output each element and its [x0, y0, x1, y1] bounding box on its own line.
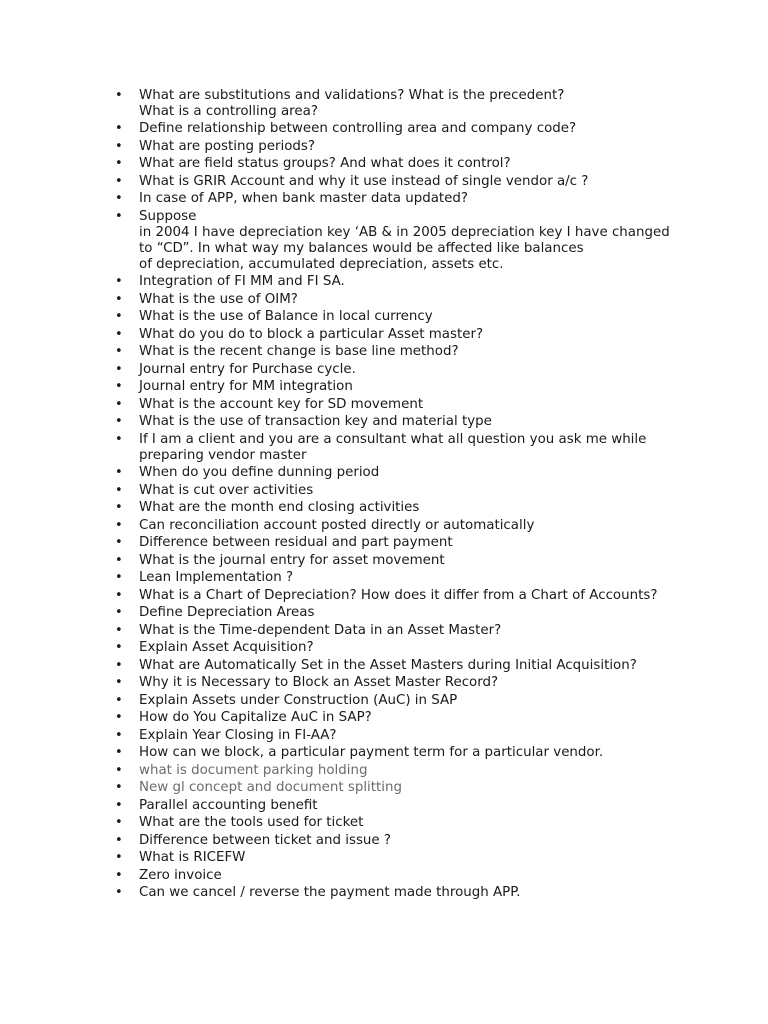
- bullet-icon: •: [115, 396, 123, 412]
- bullet-icon: •: [115, 815, 123, 831]
- list-item: [112, 156, 672, 172]
- list-item: [112, 121, 672, 137]
- question-text: Can we cancel / reverse the payment made through APP.: [139, 885, 521, 901]
- question-text: What is the recent change is base line method?: [139, 344, 459, 360]
- list-item: [112, 745, 672, 761]
- bullet-icon: •: [115, 274, 123, 290]
- question-text: What is a Chart of Depreciation? How does it differ from a Chart of Accounts?: [139, 587, 658, 603]
- question-text: Lean Implementation ?: [139, 570, 294, 586]
- list-item: [112, 139, 672, 155]
- question-text: What is RICEFW: [139, 850, 246, 866]
- bullet-icon: •: [115, 361, 123, 377]
- list-item: [112, 414, 672, 430]
- bullet-icon: •: [115, 727, 123, 743]
- question-text: What is the account key for SD movement: [139, 396, 424, 412]
- question-text: New gl concept and document splitting: [139, 780, 402, 796]
- bullet-icon: •: [115, 587, 123, 603]
- bullet-icon: •: [115, 326, 123, 342]
- bullet-icon: •: [115, 191, 123, 207]
- bullet-icon: •: [115, 867, 123, 883]
- question-text: What is cut over activities: [139, 482, 314, 498]
- question-text: Why it is Necessary to Block an Asset Master Record?: [139, 675, 499, 691]
- bullet-icon: •: [115, 431, 123, 447]
- bullet-icon: •: [115, 535, 123, 551]
- list-item: [112, 465, 672, 481]
- question-text: What is the use of OIM?: [139, 291, 298, 307]
- list-item: [112, 658, 672, 674]
- list-item: [112, 728, 672, 744]
- question-text: What are posting periods?: [139, 138, 315, 154]
- question-text: What is the journal entry for asset movement: [139, 552, 445, 568]
- question-text: What is GRIR Account and why it use instead of single vendor a/c ?: [139, 173, 589, 189]
- bullet-icon: •: [115, 552, 123, 568]
- question-text: What is the use of Balance in local currency: [139, 309, 433, 325]
- bullet-icon: •: [115, 291, 123, 307]
- question-text: How do You Capitalize AuC in SAP?: [139, 710, 372, 726]
- list-item: [112, 833, 672, 849]
- question-text: Parallel accounting benefit: [139, 797, 318, 813]
- question-text: Define Depreciation Areas: [139, 605, 315, 621]
- list-item: [112, 885, 672, 901]
- list-item: [112, 274, 672, 290]
- list-item: [112, 309, 672, 325]
- bullet-icon: •: [115, 517, 123, 533]
- list-item: [112, 174, 672, 190]
- list-item: [112, 868, 672, 884]
- bullet-icon: •: [115, 605, 123, 621]
- list-item: [112, 553, 672, 569]
- bullet-icon: •: [115, 850, 123, 866]
- question-text: When do you define dunning period: [139, 465, 380, 481]
- list-item: [112, 815, 672, 831]
- bullet-icon: •: [115, 88, 123, 103]
- bullet-icon: •: [115, 622, 123, 638]
- bullet-icon: •: [115, 762, 123, 778]
- question-text: Zero invoice: [139, 867, 222, 883]
- list-item: [112, 88, 672, 120]
- list-item: [112, 344, 672, 360]
- bullet-icon: •: [115, 675, 123, 691]
- list-item: [112, 640, 672, 656]
- bullet-icon: •: [115, 780, 123, 796]
- question-text: what is document parking holding: [139, 762, 368, 778]
- question-text: Define relationship between controlling area and company code?: [139, 121, 577, 137]
- list-item: [112, 292, 672, 308]
- question-text: Suppose in 2004 I have depreciation key ‘AB & in 2005 depreciation key I have changed to “CD”. In what way my balances would be affected like balances of depreciation, accumulated depreciation, assets etc.: [139, 208, 670, 272]
- list-item: [112, 362, 672, 378]
- list-item: [112, 693, 672, 709]
- bullet-icon: •: [115, 570, 123, 586]
- question-text: Journal entry for MM integration: [139, 379, 353, 395]
- list-item: [112, 780, 672, 796]
- bullet-icon: •: [115, 710, 123, 726]
- question-text: Difference between ticket and issue ?: [139, 832, 392, 848]
- question-text: In case of APP, when bank master data updated?: [139, 191, 469, 207]
- question-list: [112, 88, 672, 903]
- bullet-icon: •: [115, 344, 123, 360]
- question-text: Explain Year Closing in FI-AA?: [139, 727, 337, 743]
- bullet-icon: •: [115, 208, 123, 224]
- question-text: What are substitutions and validations? What is the precedent? What is a controlling area?: [139, 88, 565, 119]
- list-item: [112, 588, 672, 604]
- question-text: Can reconciliation account posted directly or automatically: [139, 517, 535, 533]
- question-text: What are the tools used for ticket: [139, 815, 364, 831]
- question-text: What are field status groups? And what does it control?: [139, 156, 511, 172]
- question-text: If I am a client and you are a consultant what all question you ask me while preparing vendor master: [139, 431, 647, 463]
- bullet-icon: •: [115, 797, 123, 813]
- list-item: [112, 500, 672, 516]
- bullet-icon: •: [115, 173, 123, 189]
- list-item: [112, 432, 672, 464]
- bullet-icon: •: [115, 414, 123, 430]
- list-item: [112, 605, 672, 621]
- question-text: Explain Asset Acquisition?: [139, 640, 314, 656]
- list-item: [112, 327, 672, 343]
- list-item: [112, 623, 672, 639]
- question-text: Difference between residual and part payment: [139, 535, 453, 551]
- question-text: What do you do to block a particular Asset master?: [139, 326, 484, 342]
- question-text: What are Automatically Set in the Asset Masters during Initial Acquisition?: [139, 657, 637, 673]
- list-item: [112, 710, 672, 726]
- list-item: [112, 798, 672, 814]
- bullet-icon: •: [115, 156, 123, 172]
- question-text: What are the month end closing activities: [139, 500, 420, 516]
- bullet-icon: •: [115, 138, 123, 154]
- list-item: [112, 535, 672, 551]
- bullet-icon: •: [115, 379, 123, 395]
- question-text: What is the use of transaction key and material type: [139, 414, 492, 430]
- question-text: Integration of FI MM and FI SA.: [139, 274, 345, 290]
- bullet-icon: •: [115, 465, 123, 481]
- bullet-icon: •: [115, 640, 123, 656]
- list-item: [112, 850, 672, 866]
- question-text: Explain Assets under Construction (AuC) in SAP: [139, 692, 458, 708]
- list-item: [112, 191, 672, 207]
- list-item: [112, 570, 672, 586]
- list-item: [112, 209, 672, 273]
- bullet-icon: •: [115, 309, 123, 325]
- bullet-icon: •: [115, 885, 123, 901]
- bullet-icon: •: [115, 692, 123, 708]
- list-item: [112, 379, 672, 395]
- bullet-icon: •: [115, 657, 123, 673]
- list-item: [112, 763, 672, 779]
- question-text: How can we block, a particular payment term for a particular vendor.: [139, 745, 604, 761]
- question-text: What is the Time-dependent Data in an Asset Master?: [139, 622, 502, 638]
- bullet-icon: •: [115, 745, 123, 761]
- bullet-icon: •: [115, 832, 123, 848]
- bullet-icon: •: [115, 500, 123, 516]
- question-text: Journal entry for Purchase cycle.: [139, 361, 356, 377]
- list-item: [112, 675, 672, 691]
- list-item: [112, 483, 672, 499]
- list-item: [112, 518, 672, 534]
- bullet-icon: •: [115, 482, 123, 498]
- bullet-icon: •: [115, 121, 123, 137]
- list-item: [112, 397, 672, 413]
